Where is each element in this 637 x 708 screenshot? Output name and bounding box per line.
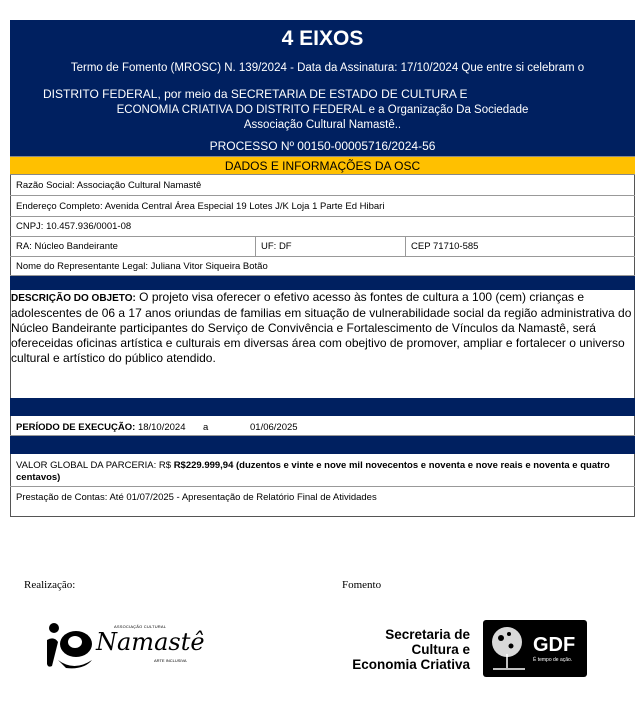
secretaria-logo-line: Cultura e [411,642,470,657]
field-representante: Nome do Representante Legal: Juliana Vitor Siqueira Botão [10,257,635,276]
gdf-logo-slogan: É tempo de ação. [533,657,573,663]
periodo-label: PERÍODO DE EXECUÇÃO: [16,422,136,433]
field-endereco: Endereço Completo: Avenida Central Área Especial 19 Lotes J/K Loja 1 Parte Ed Hibari [10,196,635,217]
secretaria-logo-line: Economia Criativa [352,657,470,672]
gdf-logo-name: GDF [533,634,576,656]
namaste-symbol-icon [44,620,94,672]
namaste-logo [44,620,214,675]
field-uf: UF: DF [255,237,292,256]
realizacao-label: Realização: [24,579,76,591]
section-title: DADOS E INFORMAÇÕES DA OSC [10,156,635,175]
field-ra: RA: Núcleo Bandeirante [16,241,118,252]
process-number: PROCESSO Nº 00150-00005716/2024-56 [209,139,436,153]
periodo-separator: a [203,422,209,433]
field-row-location [10,237,635,257]
document-title: 4 EIXOS [281,27,364,50]
field-razao-social: Razão Social: Associação Cultural Namastê [10,175,635,196]
namaste-logo-top: ASSOCIAÇÃO CULTURAL [114,624,167,629]
description-block [10,290,633,366]
header-line-1: Termo de Fomento (MROSC) N. 139/2024 - Data da Assinatura: 17/10/2024 Que entre si celebram o [70,62,585,74]
description-label: DESCRIÇÃO DO OBJETO: [11,293,136,304]
periodo-row [10,416,635,436]
description-text: O projeto visa oferecer o efetivo acesso às fontes de cultura a 100 (cem) crianças e adolescentes de 06 a 17 anos oriundas de familias em situação de vulnerabilidade social da região administrativa do Núcleo Bandeirante participantes do Serviço de Convivência e Fortalescimento de Vínculos da Namastê, será ofereceidas oficinas artística e culturais em diversas área com obejtivo de promover, ampliar e fortalecer o universo cultural e artístico do público atendido. [11,290,632,365]
tree-icon [489,624,525,672]
divider-bar [10,436,635,454]
header-line-3: ECONOMIA CRIATIVA DO DISTRITO FEDERAL e a Organização Da Sociedade [116,104,529,116]
divider-bar [10,276,635,290]
header-banner [10,20,635,156]
namaste-logo-name: Namastê [96,628,205,656]
gdf-logo [483,620,587,677]
fomento-label: Fomento [342,579,382,591]
periodo-start: 18/10/2024 [137,422,186,433]
header-line-4: Associação Cultural Namastê.. [243,119,402,131]
secretaria-logo [330,627,470,672]
periodo-end: 01/06/2025 [250,422,298,433]
prestacao-contas: Prestação de Contas: Até 01/07/2025 - Apresentação de Relatório Final de Atividades [16,492,377,503]
valor-row [10,456,635,487]
valor-label: VALOR GLOBAL DA PARCERIA: R$ [16,460,174,471]
field-cnpj: CNPJ: 10.457.936/0001-08 [10,217,635,237]
field-cep: CEP 71710-585 [405,237,478,256]
divider-bar [10,398,635,416]
header-line-2: DISTRITO FEDERAL, por meio da SECRETARIA DE ESTADO DE CULTURA E [43,87,468,101]
valor-amount: R$229.999,94 (duzentos e vinte e nove mil novecentos e noventa e nove reais e noventa e quatro centavos) [16,460,610,483]
namaste-logo-sub: ARTE INCLUSIVA [154,658,187,663]
secretaria-logo-line: Secretaria de [385,627,470,642]
